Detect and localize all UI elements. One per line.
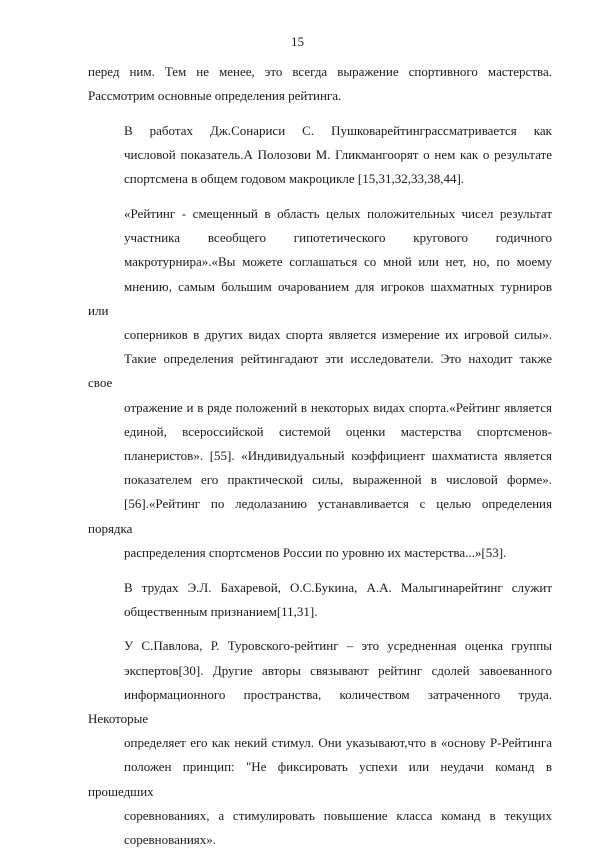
text-line: У С.Павлова, Р. Туровского-рейтинг – это усредненная оценка группы xyxy=(124,638,552,654)
page-number: 15 xyxy=(291,34,304,49)
text-line: Такие определения рейтингадают эти исследователи. Это находит также свое xyxy=(88,351,552,391)
paragraph xyxy=(88,576,552,624)
paragraph xyxy=(88,634,552,852)
text-line: показателем его практической силы, выраженной в числовой форме». xyxy=(124,472,552,488)
text-line: соревнованиях, а стимулировать повышение класса команд в текущих xyxy=(124,807,552,823)
text-line: отражение и в ряде положений в некоторых видах спорта.«Рейтинг является xyxy=(124,399,552,415)
text-line: «Рейтинг - смещенный в область целых положительных чисел результат xyxy=(124,206,552,222)
text-line: перед ним. Тем не менее, это всегда выражение спортивного мастерства. xyxy=(88,64,552,79)
document-body xyxy=(88,60,552,863)
text-line: В работах Дж.Сонариси С. Пушковарейтинграссматривается как xyxy=(124,122,552,138)
text-line: [56].«Рейтинг по ледолазанию устанавливается с целью определения порядка xyxy=(88,496,552,536)
text-line: участника всеобщего гипотетического кругового годичного xyxy=(124,230,552,246)
paragraph xyxy=(88,60,552,108)
text-line: соревнованиях». xyxy=(124,832,217,848)
text-line: общественным признанием[11,31]. xyxy=(124,603,318,619)
text-line: планеристов». [55]. «Индивидуальный коэффициент шахматиста является xyxy=(124,448,552,464)
text-line: числовой показатель.А Полозови М. Гликмангоорят о нем как о результате xyxy=(124,147,552,163)
text-line: единой, всероссийской системой оценки мастерства спортсменов- xyxy=(124,423,552,439)
text-line: В трудах Э.Л. Бахаревой, О.С.Букина, А.А. Малыгинарейтинг служит xyxy=(124,579,552,595)
text-line: информационного пространства, количеством затраченного труда. Некоторые xyxy=(88,686,552,727)
text-line: мнению, самым большим очарованием для игроков шахматных турниров или xyxy=(88,278,552,318)
paragraph xyxy=(88,202,552,565)
text-line: распределения спортсменов России по уровню их мастерства...»[53]. xyxy=(124,544,507,560)
paragraph xyxy=(88,119,552,192)
text-line: экспертов[30]. Другие авторы связывают рейтинг сдолей завоеванного xyxy=(124,662,552,678)
text-line: соперников в других видах спорта является измерение их игровой силы». xyxy=(124,327,552,343)
text-line: Рассмотрим основные определения рейтинга. xyxy=(88,88,342,104)
text-line: положен принцип: "Не фиксировать успехи или неудачи команд в прошедших xyxy=(88,759,552,799)
text-line: определяет его как некий стимул. Они указывают,что в «основу Р-Рейтинга xyxy=(124,735,552,751)
text-line: макротурнира».«Вы можете соглашаться со мной или нет, но, по моему xyxy=(124,254,552,270)
text-line: спортсмена в общем годовом макроцикле [15,31,32,33,38,44]. xyxy=(124,171,465,187)
